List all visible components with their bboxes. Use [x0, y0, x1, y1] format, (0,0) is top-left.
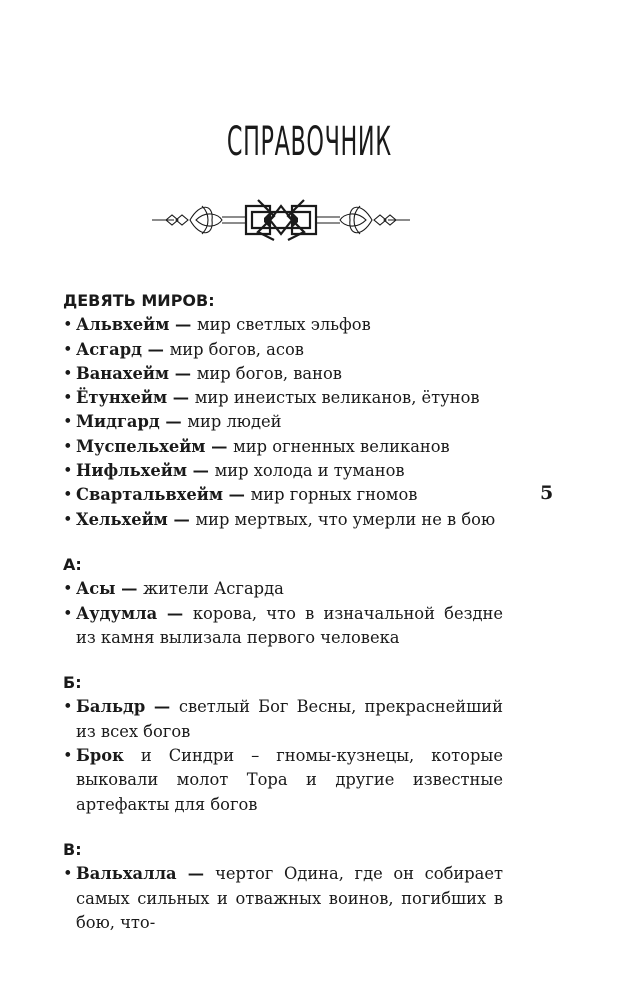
list-item: • Ётунхейм — мир инеистых великанов, ётунов [63, 386, 503, 410]
section-v [63, 838, 503, 935]
entry-description: мир людей [187, 412, 282, 432]
entry-description: чертог Одина, где он собирает самых сильных и отважных воинов, погибших в бою, что- [76, 864, 503, 932]
list-item: • Асы — жители Асгарда [63, 577, 503, 601]
bullet-icon: • [63, 388, 73, 408]
list-item: • Альвхейм — мир светлых эльфов [63, 313, 503, 337]
entry-list [63, 577, 503, 650]
list-item: • Аудумла — корова, что в изначальной бездне из камня вылизала первого человека [63, 603, 503, 647]
entry-list [63, 313, 503, 532]
section-heading: Б: [63, 673, 82, 693]
bullet-icon: • [63, 697, 73, 717]
entry-description: мир огненных великанов [233, 436, 450, 456]
entry-description: мир мертвых, что умерли не в бою [195, 509, 496, 529]
section-b [63, 671, 503, 817]
entry-term: Свартальвхейм [76, 485, 223, 505]
page-number: 5 [540, 482, 554, 504]
bullet-icon: • [63, 412, 73, 432]
entry-list [63, 695, 503, 816]
list-item: • Вальхалла — чертог Одина, где он собирает самых сильных и отважных воинов, погибших в бою, что- [63, 864, 503, 932]
list-item: • Муспельхейм — мир огненных великанов [63, 435, 503, 459]
list-item: • Нифльхейм — мир холода и туманов [63, 459, 503, 483]
bullet-icon: • [63, 746, 73, 766]
glossary-content [63, 289, 503, 935]
list-item: • Ванахейм — мир богов, ванов [63, 362, 503, 386]
bullet-icon: • [63, 509, 73, 529]
entry-description: жители Асгарда [143, 579, 284, 599]
entry-term: Вальхалла [76, 864, 177, 884]
entry-description: мир холода и туманов [214, 461, 405, 481]
bullet-icon: • [63, 315, 73, 335]
section-heading: В: [63, 839, 82, 859]
bullet-icon: • [63, 485, 73, 505]
entry-description: мир светлых эльфов [197, 315, 371, 335]
section-heading: ДЕВЯТЬ МИРОВ: [63, 291, 215, 310]
entry-term: Нифльхейм [76, 461, 187, 481]
list-item: • Свартальвхейм — мир горных гномов [63, 483, 503, 507]
entry-term: Мидгард [76, 412, 160, 432]
bullet-icon: • [63, 864, 73, 884]
entry-description: мир богов, ванов [196, 363, 342, 383]
entry-term: Аудумла [76, 603, 158, 623]
entry-term: Ванахейм [76, 363, 170, 383]
entry-description: и Синдри – гномы-кузнецы, которые выковали молот Тора и другие известные артефакты для богов [76, 746, 503, 814]
entry-list [63, 862, 503, 935]
entry-term: Асгард [76, 339, 142, 359]
page-title: СПРАВОЧНИК [226, 119, 392, 165]
section-heading: А: [63, 554, 82, 574]
entry-term: Альвхейм [76, 315, 170, 335]
bullet-icon: • [63, 339, 73, 359]
bullet-icon: • [63, 461, 73, 481]
entry-description: мир инеистых великанов, ётунов [194, 388, 480, 408]
entry-term: Муспельхейм [76, 436, 206, 456]
entry-term: Бальдр [76, 697, 146, 717]
list-item: • Мидгард — мир людей [63, 410, 503, 434]
decorative-knot-ornament [152, 196, 410, 244]
entry-description: мир богов, асов [169, 339, 304, 359]
bullet-icon: • [63, 436, 73, 456]
entry-term: Ётунхейм [76, 388, 168, 408]
bullet-icon: • [63, 579, 73, 599]
bullet-icon: • [63, 603, 73, 623]
list-item: • Асгард — мир богов, асов [63, 338, 503, 362]
entry-term: Брок [76, 746, 124, 766]
entry-description: корова, что в изначальной бездне из камня вылизала первого человека [76, 603, 503, 647]
section-a [63, 553, 503, 650]
list-item: • Бальдр — светлый Бог Весны, прекраснейший из всех богов [63, 697, 503, 741]
entry-term: Асы [76, 579, 116, 599]
bullet-icon: • [63, 363, 73, 383]
entry-term: Хельхейм [76, 509, 168, 529]
list-item: • Хельхейм — мир мертвых, что умерли не в бою [63, 508, 503, 532]
list-item [63, 744, 503, 817]
section-nine-worlds [63, 289, 503, 532]
entry-description: светлый Бог Весны, прекраснейший из всех богов [76, 697, 503, 741]
entry-description: мир горных гномов [250, 485, 418, 505]
